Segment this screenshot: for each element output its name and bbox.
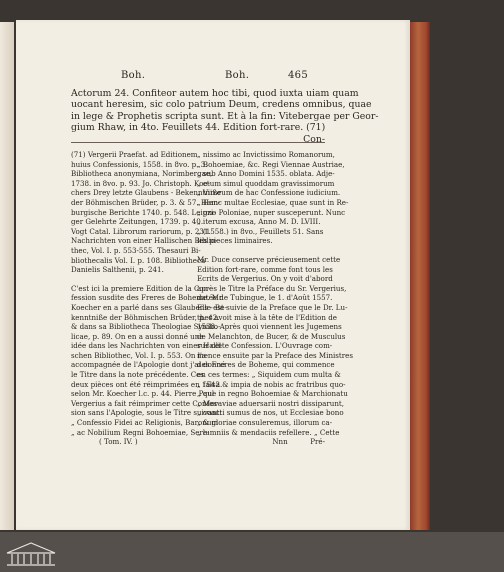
text-line: selon Mr. Koecher l.c. p. 44. Pierre Paul — [71, 389, 215, 399]
text-line: der Böhmischen Brüder, p. 3. & 57. Ham- — [71, 197, 221, 207]
text-line: sur cette Confession. L'Ouvrage com- — [197, 341, 333, 351]
body-paragraph — [197, 254, 354, 447]
text-line: accompagnée de l'Apologie dont j'ai donné — [71, 360, 226, 370]
text-line: des Freres de Boheme, qui commence — [197, 360, 335, 370]
text-line: Edition fort-rare, comme font tous les — [197, 264, 333, 274]
text-line: „ Bohoemiae, &c. Regi Viennae Austriae, — [197, 159, 345, 169]
text-line: „ (1558.) in 8vo., Feuillets 51. Sans — [197, 226, 324, 236]
text-line: sion sans l'Apologie, sous le Titre suivant: — [71, 408, 222, 418]
text-line: idée dans les Nachrichten von einer Halli- — [71, 341, 223, 351]
text-line: ther avoit mise à la tête de l'Edition de — [197, 312, 337, 322]
text-line: uocant heresim, sic colo patrium Deum, credens omnibus, quae — [71, 99, 372, 111]
text-line: gium Rhaw, in 4to. Feuillets 44. Edition fort-rare. (71) — [71, 122, 326, 134]
running-head-center: Boh. — [225, 70, 250, 81]
text-line: „ & gloriae consuleremus, illorum ca- — [197, 418, 333, 428]
signature-mark: ( Tom. IV. ) — [99, 437, 138, 447]
text-line: „ ac Nobilium Regni Bohoemiae, Sere- — [71, 427, 210, 437]
text-line: huius Confessionis, 1558. in 8vo. p. 3. — [71, 159, 208, 169]
text-line: (71) Vergerii Praefat. ad Editionem — [71, 150, 198, 159]
text-line: Nachrichten von einer Hallischen Biblio- — [71, 236, 218, 246]
text-line: datée de Tubingue, le 1. d'Août 1557. — [197, 293, 333, 303]
quotation-block — [197, 150, 349, 246]
text-line: Ecrits de Vergerius. On y voit d'abord — [197, 274, 333, 284]
divider-rule — [71, 142, 325, 143]
text-line: ger Gelehrte Zeitungen, 1739. p. 40. — [71, 217, 204, 227]
text-line: „ Moraviae aduersarii nostri dissiparunt, — [197, 398, 345, 408]
text-line: schen Bibliothec, Vol. I. p. 553. On l'a — [71, 350, 207, 360]
text-line: burgische Berichte 1740. p. 548. Leipzi- — [71, 207, 216, 217]
text-line: deux pièces ont été réimprimées en 1542. — [71, 379, 223, 389]
text-line: in lege & Prophetis scripta sunt. Et à la fin: Vitebergae per Geor- — [71, 110, 379, 122]
text-line: après le Titre la Préface du Sr. Vergerius, — [197, 283, 347, 293]
text-line: en ces termes: „ Siquidem cum multa & — [197, 370, 341, 380]
text-line: bliothecalis Vol. I. p. 108. Bibliotheca — [71, 255, 206, 265]
viewer-bottom-bar — [0, 532, 504, 572]
text-line: Bibliotheca anonymiana, Norimbergae, — [71, 169, 213, 179]
main-text-top-entry — [71, 88, 379, 145]
text-line: 1538. Après quoi viennent les Jugemens — [197, 322, 342, 332]
text-line: chers Drey letzte Glaubens - Bekenntniße — [71, 188, 222, 198]
text-line: „ iterum excusa, Anno M. D. LVIII. — [197, 217, 321, 227]
text-line: Mr. Duce conserve précieusement cette — [197, 254, 341, 264]
text-line: kenntniße der Böhmischen Brüder, p. 42. — [71, 312, 220, 322]
text-line: „ nissimo ac Invictissimo Romanorum, — [197, 150, 335, 159]
text-line: Vogt Catal. Librorum rariorum, p. 231. — [71, 226, 211, 236]
text-line: „ sub Anno Domini 1535. oblata. Adje- — [197, 169, 335, 179]
text-line: mence ensuite par la Preface des Ministres — [197, 350, 354, 360]
text-line: de Melanchton, de Bucer, & de Musculus — [197, 331, 346, 341]
text-line: licae, p. 89. On en a aussi donné une — [71, 331, 204, 341]
text-line: „ Confessio Fidei ac Religionis, Baronum — [71, 418, 219, 428]
text-line: „ gno Poloniae, nuper susceperunt. Nunc — [197, 207, 346, 217]
text-line: thec, Vol. I. p. 553-555. Thesauri Bi- — [71, 245, 201, 255]
facing-page-edge — [0, 22, 14, 530]
right-column — [197, 150, 354, 447]
book-cover-edge — [410, 22, 430, 530]
text-line: le Titre dans la note précédente. Ces — [71, 370, 204, 380]
text-line: C'est ici la premiere Edition de la Con- — [71, 283, 211, 293]
text-line: „ coacti sumus de nos, ut Ecclesiae bono — [197, 408, 344, 418]
text-line: Koecher en a parlé dans ses Glaubens - Be- — [71, 302, 227, 312]
library-logo-icon — [4, 541, 58, 567]
footnote-block — [71, 150, 222, 275]
catchword: Con- — [303, 133, 325, 145]
text-line: fession susdite des Freres de Boheme. Mr. — [71, 293, 224, 303]
page-number: 465 — [288, 70, 308, 81]
text-line: „ Hanc multae Ecclesiae, quae sunt in Re- — [197, 197, 349, 207]
text-line: & dans sa Bibliotheca Theologiae Symbo- — [71, 322, 221, 332]
text-line: les pieces liminaires. — [197, 236, 273, 246]
text-line: Elle est suivie de la Preface que le Dr. Lu- — [197, 302, 348, 312]
text-line: „ lumniis & mendaciis refellere. „ Cette — [197, 427, 340, 437]
running-head-left: Boh. — [121, 70, 146, 81]
text-line: „ que in regno Bohoemiae & Marchionatu — [197, 389, 348, 399]
body-paragraph — [71, 283, 227, 447]
text-line: 1738. in 8vo. p. 93. Jo. Christoph. Koe- — [71, 178, 210, 188]
catchword-line: Nnn Pré- — [272, 437, 325, 447]
text-line: „ ctum simul quoddam gravissimorum — [197, 178, 335, 188]
text-line: Actorum 24. Confiteor autem hoc tibi, quod iuxta uiam quam — [71, 88, 359, 99]
text-line: Vergerius a fait réimprimer cette Confes- — [71, 398, 220, 408]
left-column — [71, 150, 227, 447]
text-line: Danielis Salthenii, p. 241. — [71, 265, 164, 275]
text-line: „ falsa & impia de nobis ac fratribus quo- — [197, 379, 346, 389]
text-line: „ Virorum de hac Confessione iudicium. — [197, 188, 341, 198]
